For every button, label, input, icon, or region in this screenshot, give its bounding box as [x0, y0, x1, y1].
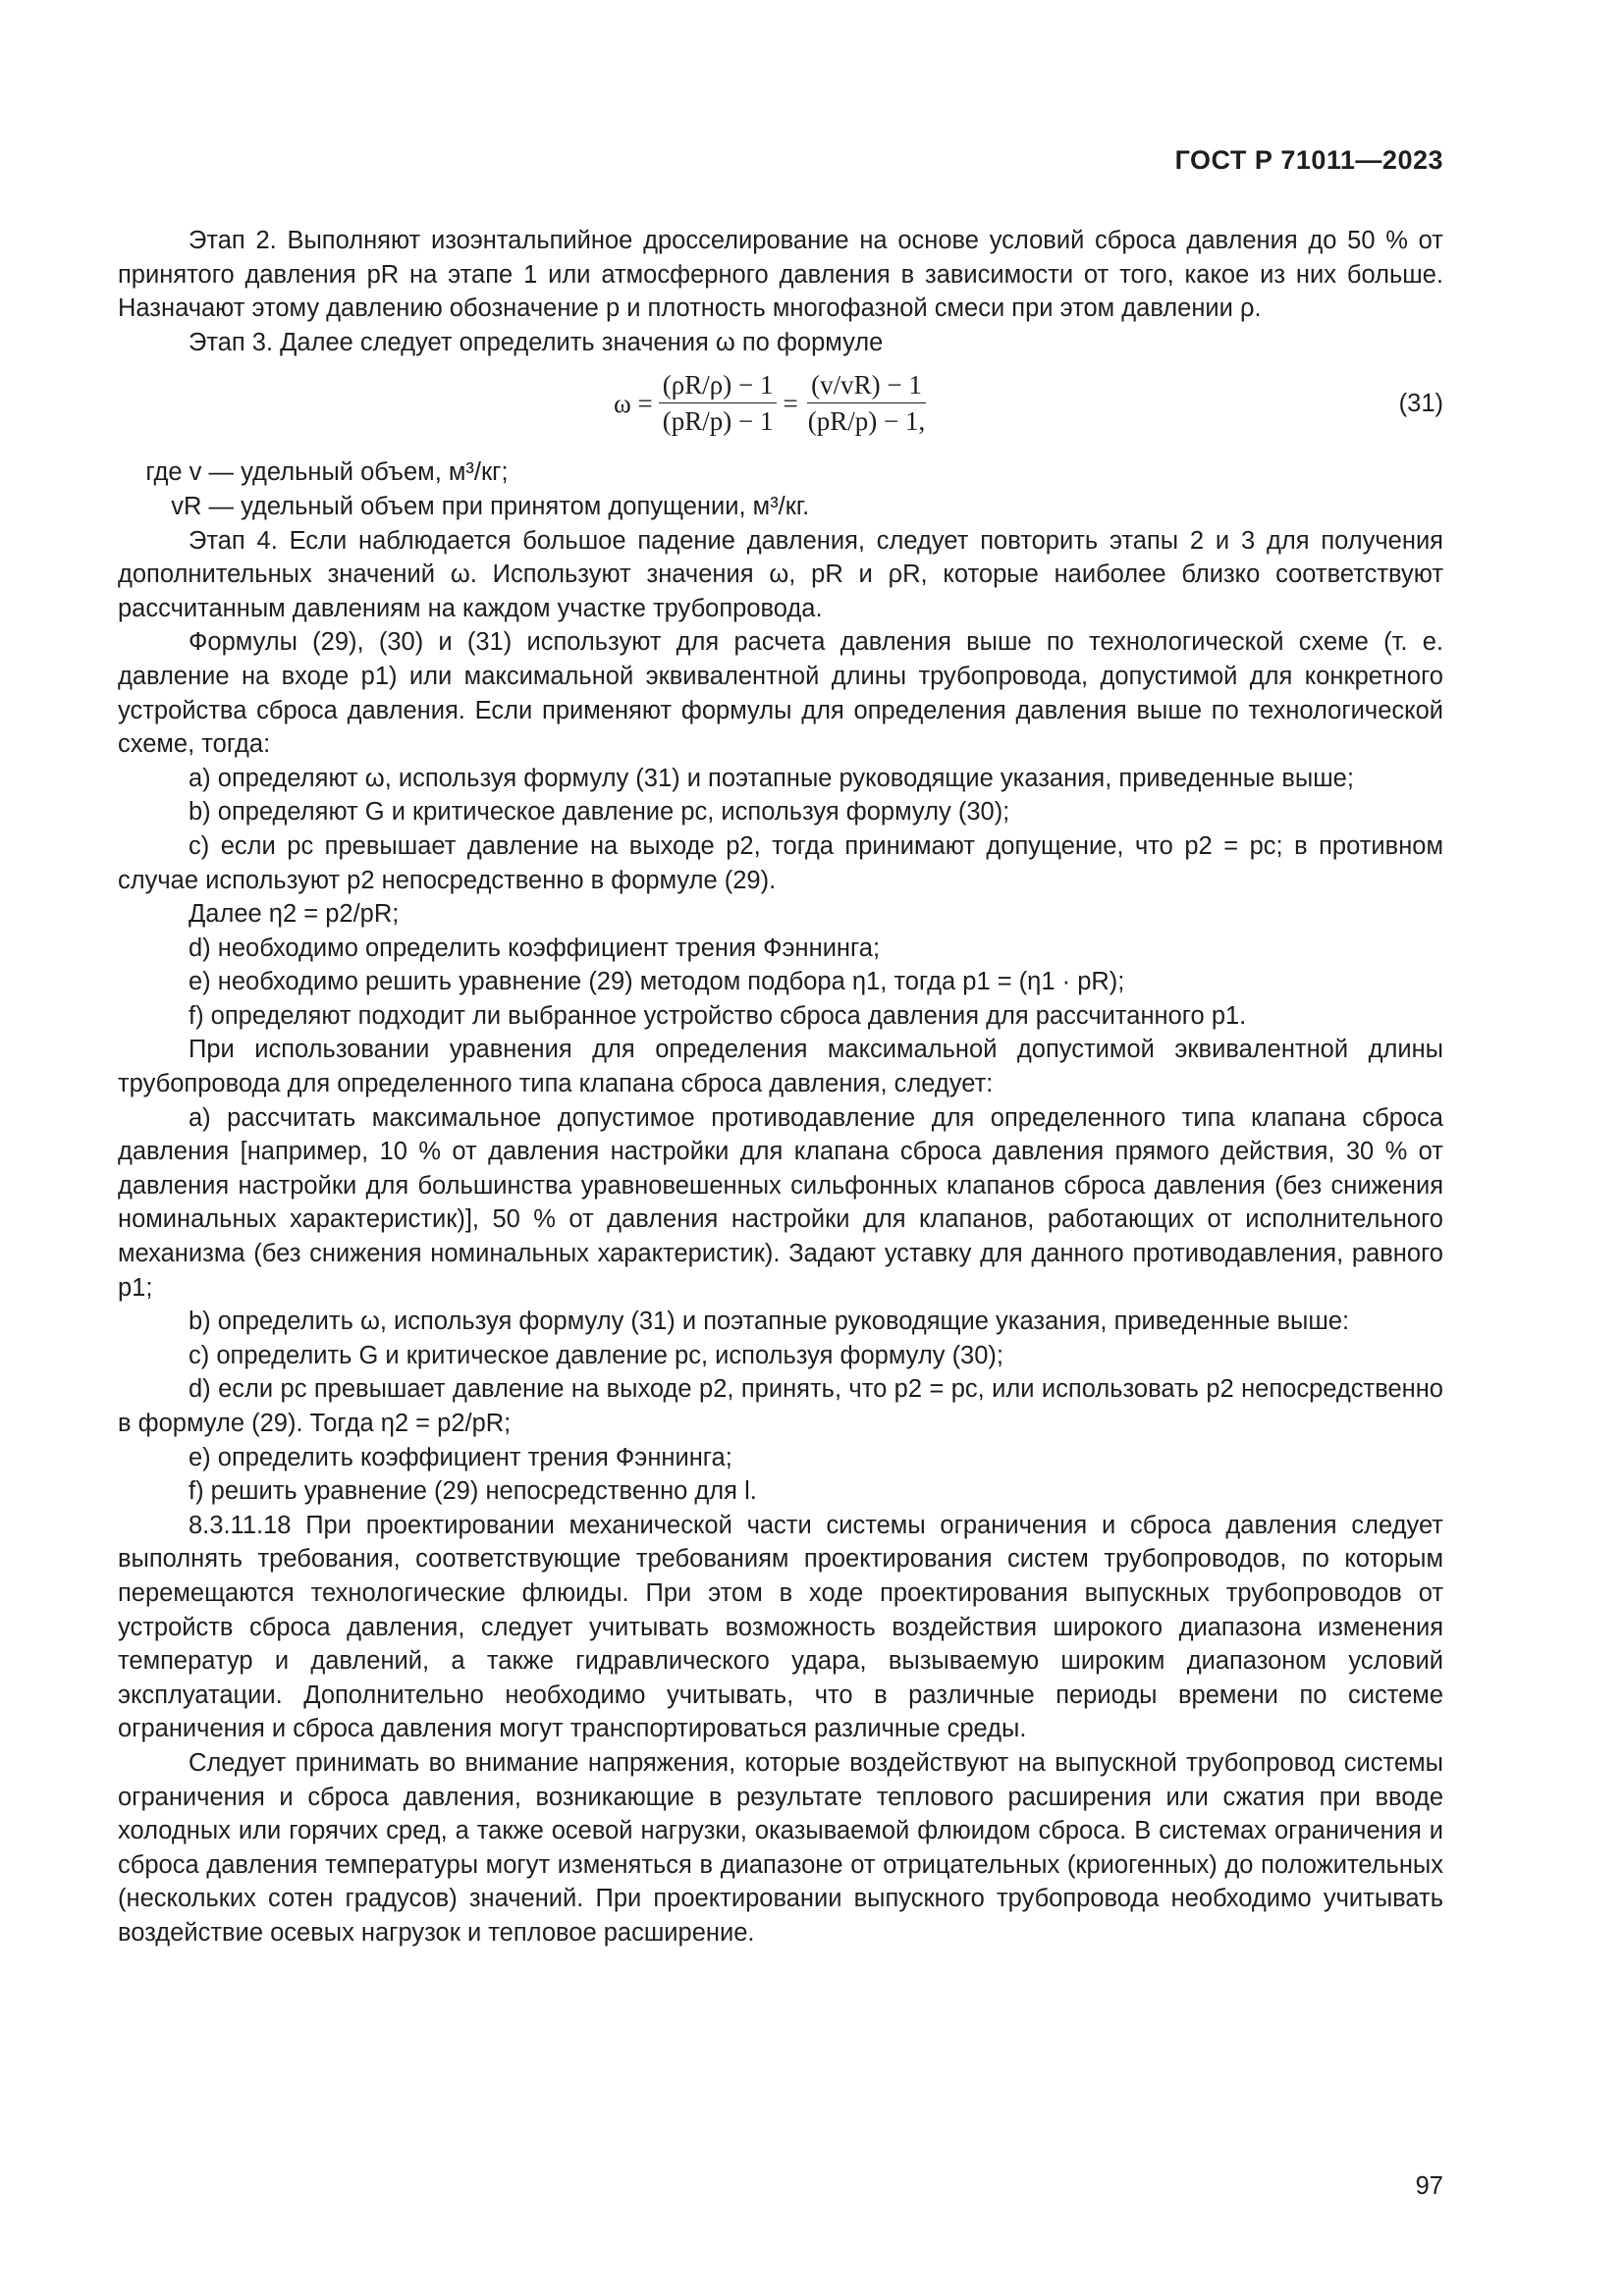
formula-31-expression: [614, 369, 929, 437]
where-text: удельный объем при принятом допущении, м³/кг.: [241, 492, 810, 520]
paragraph-stage-2: Этап 2. Выполняют изоэнтальпийное дросселирование на основе условий сброса давления до 50 % от принятого давления pR на этапе 1 или атмосферного давления в зависимости от того, какое из них больше. Назначают этому давлению обозначение p и плотность многофазной смеси при этом давлении ρ.: [118, 227, 1443, 323]
fraction-2-numerator: (v/vR) − 1: [807, 369, 926, 403]
paragraph-8-3-11-18: 8.3.11.18 При проектировании механической части системы ограничения и сброса давления следует выполнять требования, соответствующие требованиям проектирования систем трубопроводов, по которым перемещаются технологические флюиды. При этом в ходе проектирования выпускных трубопроводов от устройств сброса давления, следует учитывать возможность воздействия широкого диапазона изменения температур и давлений, а также гидравлического удара, вызываемую широким диапазоном условий эксплуатации. Дополнительно необходимо учитывать, что в различные периоды времени по системе ограничения и сброса давления могут транспортироваться различные среды.: [118, 1511, 1443, 1743]
list-item-e2: e) определить коэффициент трения Фэннинга;: [189, 1443, 732, 1471]
list-item-f: f) определяют подходит ли выбранное устройство сброса давления для рассчитанного p1.: [189, 1001, 1247, 1030]
document-header: ГОСТ Р 71011—2023: [1174, 145, 1443, 175]
where-text: удельный объем, м³/кг;: [241, 458, 509, 487]
page-number: 97: [1415, 2172, 1443, 2200]
list-item-f2: f) решить уравнение (29) непосредственно для l.: [189, 1477, 757, 1506]
formula-equals: =: [783, 388, 798, 418]
formula-lhs: ω =: [614, 388, 653, 418]
fraction-1-denominator: (pR/p) − 1: [662, 406, 774, 437]
where-symbol: где v —: [145, 458, 234, 487]
paragraph-stage-4: Этап 4. Если наблюдается большое падение давления, следует повторить этапы 2 и 3 для получения дополнительных значений ω. Используют значения ω, pR и ρR, которые наиболее близко соответствуют рассчитанным давлениям на каждом участке трубопровода.: [118, 526, 1443, 622]
paragraph-stage-3: Этап 3. Далее следует определить значения ω по формуле: [189, 328, 884, 356]
list-item-a2: a) рассчитать максимальное допустимое противодавление для определенного типа клапана сброса давления [например, 10 % от давления настройки для клапана сброса давления прямого действия, 30 % от давления настройки для большинства уравновешенных сильфонных клапанов сброса давления (без снижения номинальных характеристик)], 50 % от давления настройки для клапанов, работающих от исполнительного механизма (без снижения номинальных характеристик). Задают уставку для данного противодавления, равного p1;: [118, 1103, 1443, 1302]
list-item-c: c) если pc превышает давление на выходе p2, тогда принимают допущение, что p2 = pc; в противном случае используют p2 непосредственно в формуле (29).: [118, 831, 1443, 894]
fraction-2: [804, 369, 929, 437]
formula-number: (31): [1398, 390, 1443, 418]
paragraph-max-length: При использовании уравнения для определения максимальной допустимой эквивалентной длины трубопровода для определенного типа клапана сброса давления, следует:: [118, 1036, 1443, 1098]
list-item-c2: c) определить G и критическое давление pc, используя формулу (30);: [189, 1341, 1003, 1369]
where-symbol: vR —: [171, 492, 234, 520]
fraction-2-denominator: (pR/p) − 1,: [807, 406, 926, 437]
fraction-1: [659, 369, 778, 437]
where-item-v: [118, 455, 1443, 490]
formula-31: [118, 361, 1443, 452]
list-item-b2: b) определить ω, используя формулу (31) и поэтапные руководящие указания, приведенные выше:: [189, 1308, 1350, 1336]
fraction-1-numerator: (ρR/ρ) − 1: [659, 369, 778, 403]
list-item-a: a) определяют ω, используя формулу (31) и поэтапные руководящие указания, приведенные выше;: [189, 764, 1354, 792]
paragraph-stresses: Следует принимать во внимание напряжения, которые воздействуют на выпускной трубопровод системы ограничения и сброса давления, возникающие в результате теплового расширения или сжатия при вводе холодных или горячих сред, а также осевой нагрузки, оказываемой флюидом сброса. В системах ограничения и сброса давления температуры могут изменяться в диапазоне от отрицательных (криогенных) до положительных (нескольких сотен градусов) значений. При проектировании выпускного трубопровода необходимо учитывать воздействие осевых нагрузок и тепловое расширение.: [118, 1748, 1443, 1947]
list-item-e: e) необходимо решить уравнение (29) методом подбора η1, тогда p1 = (η1 · pR);: [189, 968, 1125, 996]
document-body: [118, 224, 1443, 1950]
paragraph-eta2: Далее η2 = p2/pR;: [189, 900, 400, 929]
paragraph-formulas-usage: Формулы (29), (30) и (31) используют для расчета давления выше по технологической схеме (т. е. давление на входе p1) или максимальной эквивалентной длины трубопровода, допустимой для конкретного устройства сброса давления. Если применяют формулы для определения давления выше по технологической схеме, тогда:: [118, 628, 1443, 759]
list-item-d: d) необходимо определить коэффициент трения Фэннинга;: [189, 934, 881, 962]
where-item-vr: [118, 490, 1443, 524]
list-item-d2: d) если pc превышает давление на выходе p2, принять, что p2 = pc, или использовать p2 непосредственно в формуле (29). Тогда η2 = p2/pR;: [118, 1375, 1443, 1437]
list-item-b: b) определяют G и критическое давление pc, используя формулу (30);: [189, 798, 1010, 827]
